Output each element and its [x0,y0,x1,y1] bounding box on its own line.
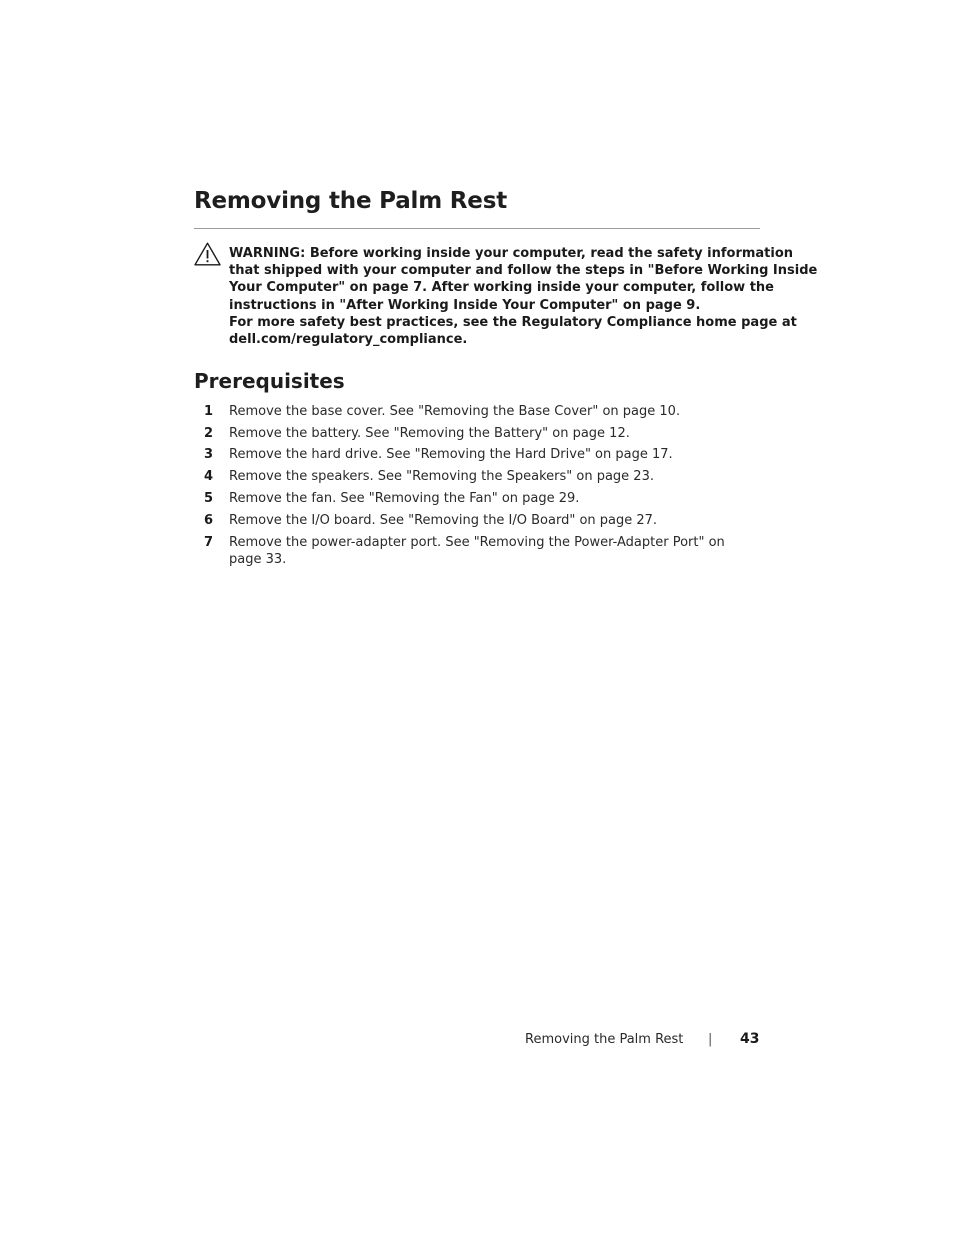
step-number: 3 [203,447,213,462]
step-text [229,490,754,507]
step-text [229,468,754,485]
warning-message [229,245,818,348]
step-number: 4 [203,469,213,484]
title-divider [194,228,760,229]
warning-link-line: dell.com/regulatory_compliance. [229,332,468,348]
step-text [229,446,754,463]
step-number: 2 [203,426,213,441]
step-number: 7 [203,535,213,550]
step-number: 1 [203,404,213,419]
step-line: Remove the power-adapter port. See "Removing the Power-Adapter Port" on [229,535,725,550]
page-title: Removing the Palm Rest [194,188,507,214]
step-line: Remove the hard drive. See "Removing the Hard Drive" on page 17. [229,447,673,462]
step-number: 5 [203,491,213,506]
step-text [229,512,754,529]
step-line: Remove the speakers. See "Removing the Speakers" on page 23. [229,469,654,484]
step-line: Remove the fan. See "Removing the Fan" on page 29. [229,491,580,506]
step-line: Remove the base cover. See "Removing the Base Cover" on page 10. [229,404,681,419]
warning-triangle-icon [194,242,221,266]
warning-line: WARNING: Before working inside your computer, read the safety information [229,246,794,261]
prerequisites-heading: Prerequisites [194,369,345,393]
step-text [229,403,754,420]
step-text [229,425,754,442]
warning-line: that shipped with your computer and follow the steps in "Before Working Inside [229,263,818,279]
step-number: 6 [203,513,213,528]
warning-line: Your Computer" on page 7. After working inside your computer, follow the [229,280,774,296]
warning-line: For more safety best practices, see the Regulatory Compliance home page at [229,314,797,330]
step-line: Remove the I/O board. See "Removing the I/O Board" on page 27. [229,513,658,528]
footer-section-title: Removing the Palm Rest [525,1032,684,1047]
step-line: page 33. [229,552,287,568]
footer-separator: | [708,1032,713,1047]
step-line: Remove the battery. See "Removing the Battery" on page 12. [229,426,630,441]
warning-line: instructions in "After Working Inside Your Computer" on page 9. [229,297,701,313]
page-number: 43 [740,1031,760,1047]
step-text [229,534,754,568]
